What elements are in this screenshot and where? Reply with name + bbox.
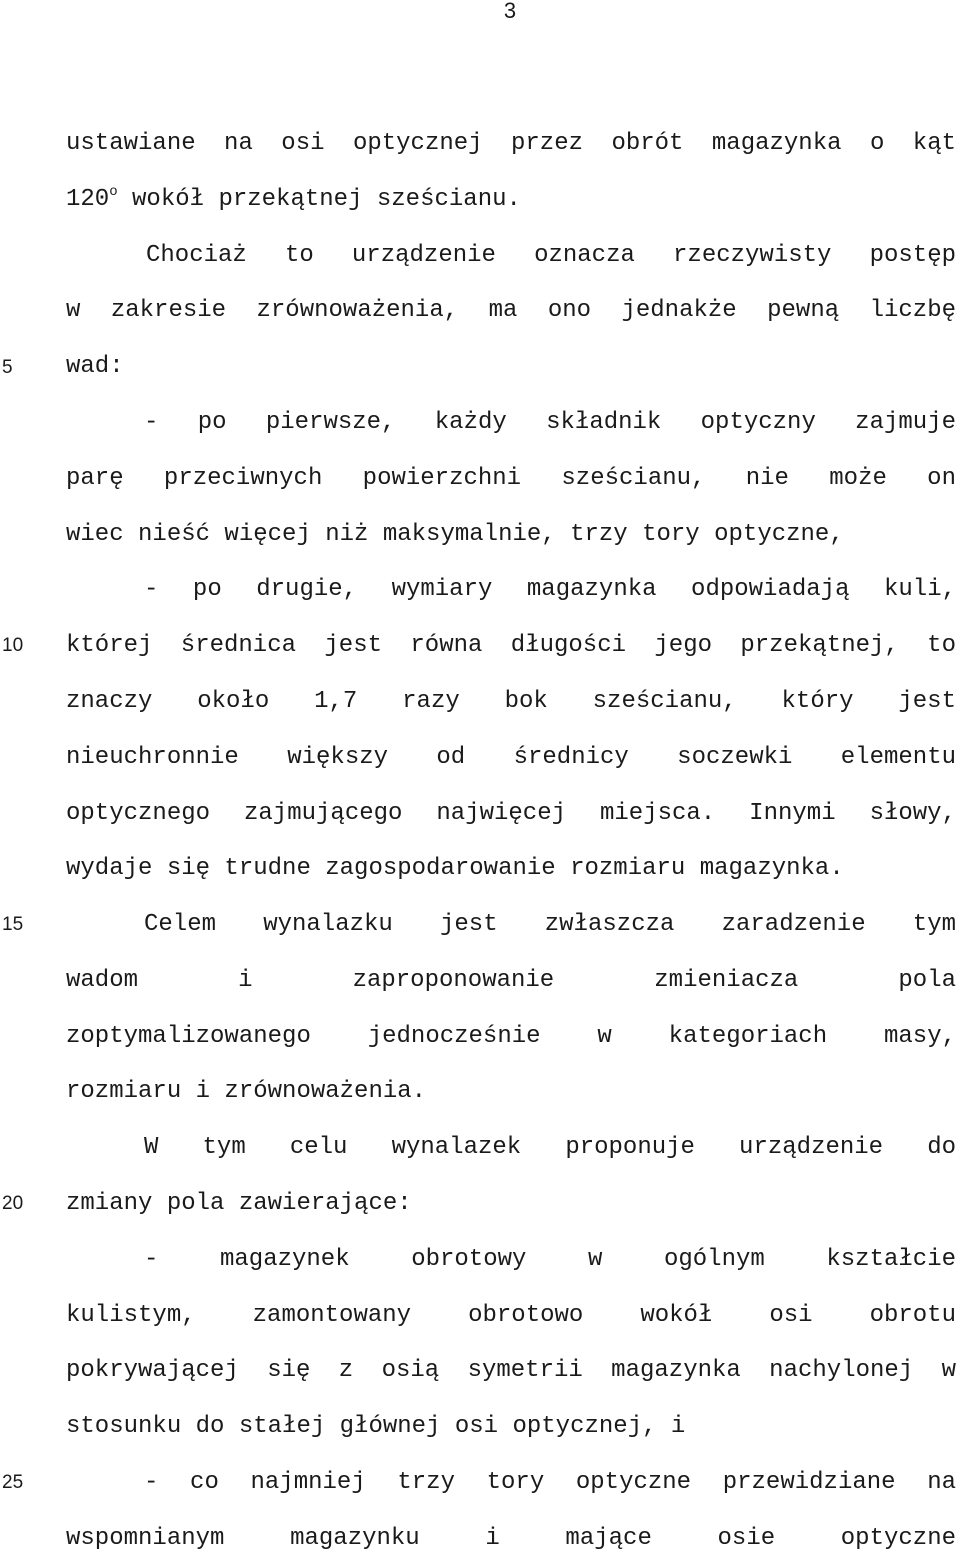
text-line: - po pierwsze, każdy składnik optyczny zajmuje bbox=[144, 409, 956, 436]
text-line: nieuchronnie większy od średnicy soczewki elementu bbox=[66, 744, 956, 771]
text-line: wiec nieść więcej niż maksymalnie, trzy tory optyczne, bbox=[66, 521, 844, 548]
text-line: - po drugie, wymiary magazynka odpowiadają kuli, bbox=[144, 576, 956, 603]
text-line bbox=[66, 184, 956, 216]
text-line: wydaje się trudne zagospodarowanie rozmiaru magazynka. bbox=[66, 855, 844, 882]
margin-line-number-25: 25 bbox=[2, 1472, 24, 1493]
text-line: wad: bbox=[66, 353, 124, 380]
text-line: kulistym, zamontowany obrotowo wokół osi obrotu bbox=[66, 1302, 956, 1329]
text-line: ustawiane na osi optycznej przez obrót magazynka o kąt bbox=[66, 130, 956, 157]
text-line: pokrywającej się z osią symetrii magazynka nachylonej w bbox=[66, 1357, 956, 1384]
text-line: w zakresie zrównoważenia, ma ono jednakże pewną liczbę bbox=[66, 297, 956, 324]
text-line: Chociaż to urządzenie oznacza rzeczywisty postęp bbox=[146, 242, 956, 269]
text-line: znaczy około 1,7 razy bok sześcianu, który jest bbox=[66, 688, 956, 715]
text-line: której średnica jest równa długości jego przekątnej, to bbox=[66, 632, 956, 659]
text-line: W tym celu wynalazek proponuje urządzenie do bbox=[144, 1134, 956, 1161]
margin-line-number-15: 15 bbox=[2, 914, 24, 935]
text-fragment: wokół przekątnej sześcianu. bbox=[132, 186, 521, 213]
text-line: zoptymalizowanego jednocześnie w kategoriach masy, bbox=[66, 1023, 956, 1050]
angle-value: 120 bbox=[66, 186, 110, 213]
margin-line-number-10: 10 bbox=[2, 635, 24, 656]
margin-line-number-5: 5 bbox=[2, 357, 13, 378]
page-number: 3 bbox=[503, 0, 517, 23]
text-line: wadom i zaproponowanie zmieniacza pola bbox=[66, 967, 956, 994]
text-line: optycznego zajmującego najwięcej miejsca. Innymi słowy, bbox=[66, 800, 956, 827]
text-line: Celem wynalazku jest zwłaszcza zaradzenie tym bbox=[144, 911, 956, 938]
degree-sign: o bbox=[109, 184, 118, 200]
text-line: wspomnianym magazynku i mające osie optyczne bbox=[66, 1525, 956, 1552]
text-line: stosunku do stałej głównej osi optycznej, i bbox=[66, 1413, 686, 1440]
text-line: parę przeciwnych powierzchni sześcianu, nie może on bbox=[66, 465, 956, 492]
margin-line-number-20: 20 bbox=[2, 1193, 24, 1214]
text-line: - co najmniej trzy tory optyczne przewidziane na bbox=[144, 1469, 956, 1496]
text-line: rozmiaru i zrównoważenia. bbox=[66, 1078, 427, 1105]
text-line: zmiany pola zawierające: bbox=[66, 1190, 412, 1217]
text-line: - magazynek obrotowy w ogólnym kształcie bbox=[144, 1246, 956, 1273]
